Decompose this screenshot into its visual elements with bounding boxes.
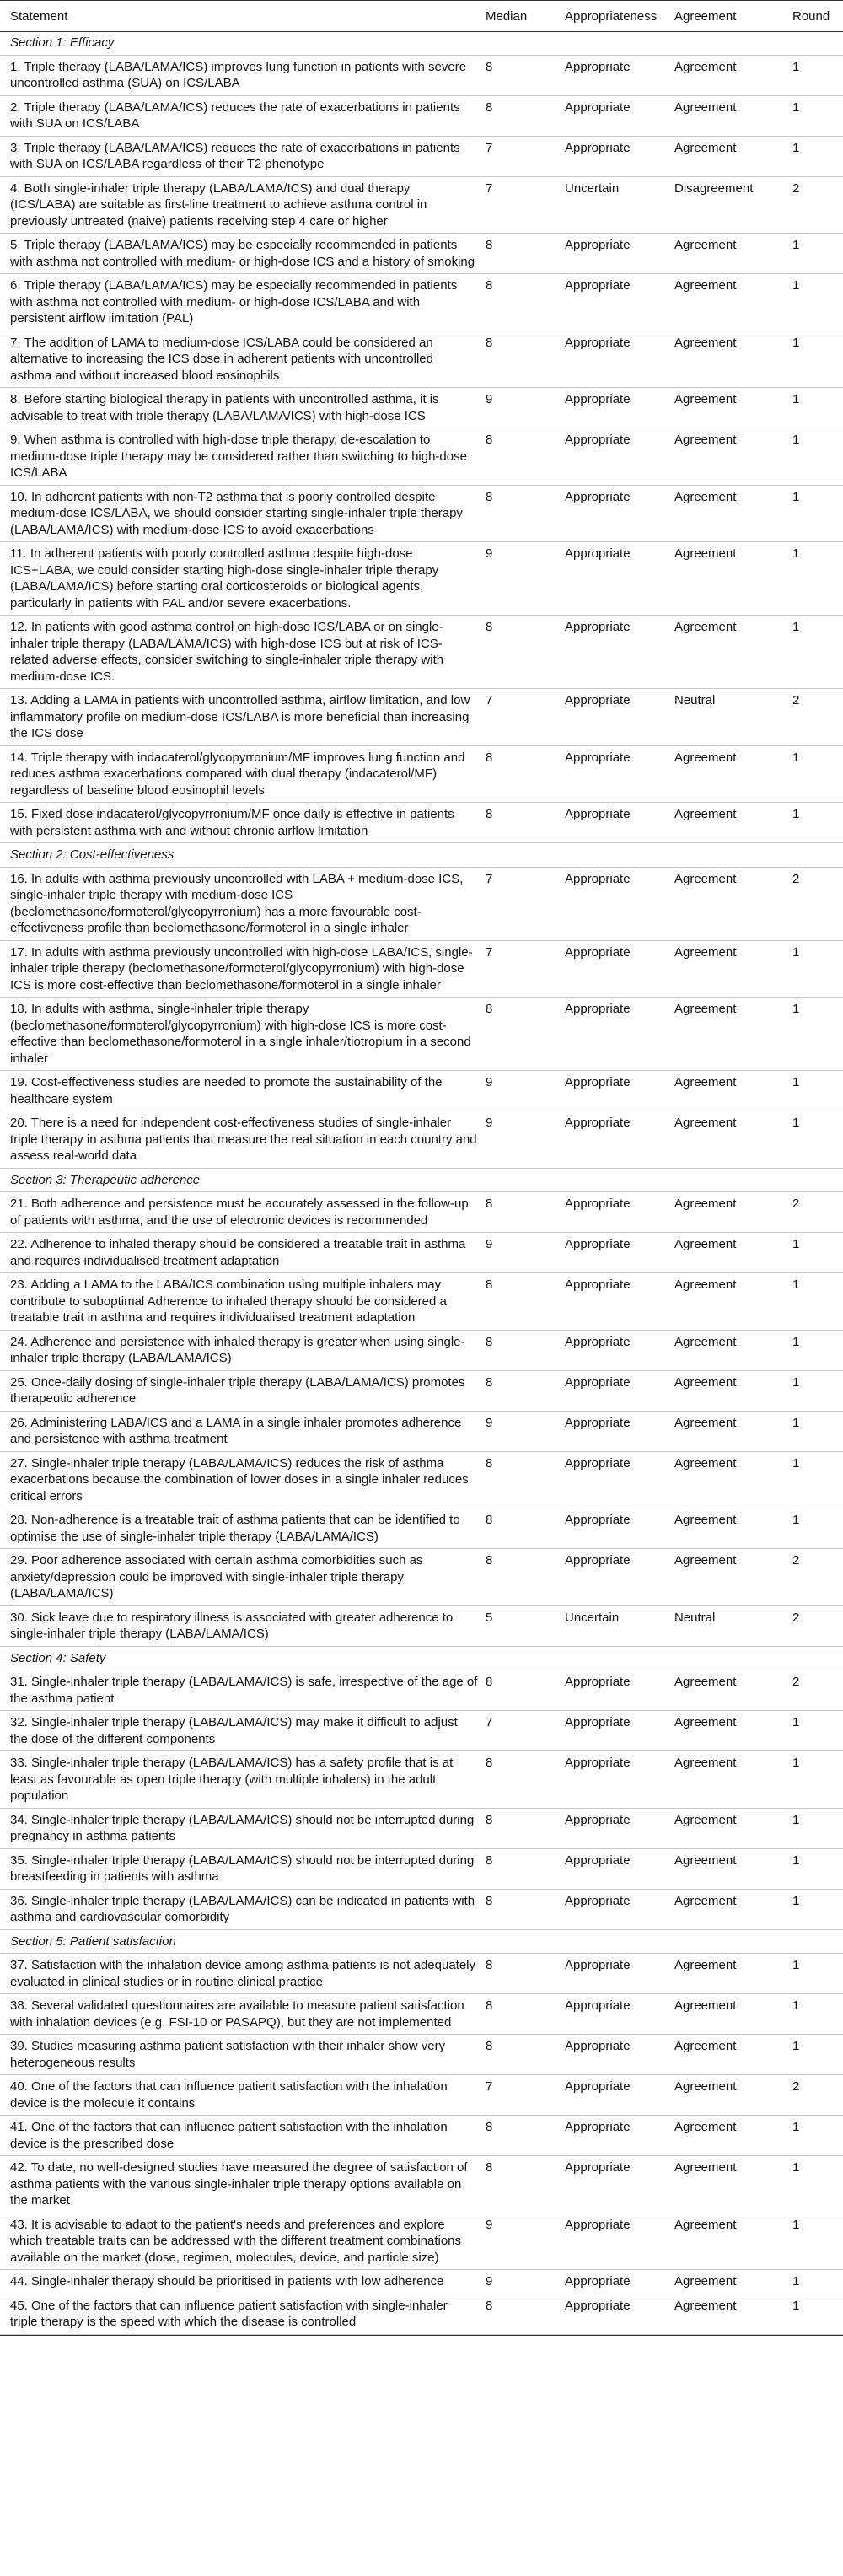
median-cell: 8 — [486, 1553, 493, 1568]
section-heading-row — [0, 843, 843, 868]
appropriateness-cell: Appropriate — [565, 2160, 631, 2175]
table-row — [0, 2213, 843, 2271]
agreement-cell: Agreement — [674, 1513, 737, 1527]
agreement-cell: Agreement — [674, 1958, 737, 1972]
median-cell: 8 — [486, 1374, 493, 1390]
statement-cell: 8. Before starting biological therapy in patients with uncontrolled asthma, it is advisable to treat with triple therapy (LABA/LAMA/ICS) with high-dose ICS — [10, 392, 439, 423]
agreement-cell: Agreement — [674, 1237, 737, 1251]
statement-cell: 14. Triple therapy with indacaterol/glycopyrronium/MF improves lung function and reduces asthma exacerbations compared with dual therapy (indacaterol/MF) regardless of baseline blood eosinophil levels — [10, 750, 465, 798]
median-cell: 7 — [486, 944, 493, 960]
agreement-cell: Agreement — [674, 2298, 737, 2313]
table-row — [0, 274, 843, 331]
agreement-cell: Agreement — [674, 278, 737, 293]
statement-cell: 32. Single-inhaler triple therapy (LABA/LAMA/ICS) may make it difficult to adjust the dose of the different components — [10, 1715, 458, 1746]
appropriateness-cell: Appropriate — [565, 1756, 631, 1770]
statement-cell: 39. Studies measuring asthma patient satisfaction with their inhaler show very heterogeneous results — [10, 2039, 446, 2070]
median-cell: 8 — [486, 1756, 493, 1770]
table-bottom-rule — [0, 2335, 843, 2336]
statement-cell: 37. Satisfaction with the inhalation device among asthma patients is not adequately evaluated in clinical studies or in routine clinical practice — [10, 1958, 476, 1989]
header-appropriateness: Appropriateness — [565, 9, 658, 24]
statement-cell: 4. Both single-inhaler triple therapy (LABA/LAMA/ICS) and dual therapy (ICS/LABA) are suitable as first-line treatment to achieve asthma control in previously untreated (naive) patients receiving step 4 care or higher — [10, 180, 427, 229]
round-cell: 1 — [792, 140, 800, 155]
appropriateness-cell: Appropriate — [565, 1675, 631, 1689]
agreement-cell: Agreement — [674, 2160, 737, 2175]
median-cell: 8 — [486, 620, 493, 634]
appropriateness-cell: Appropriate — [565, 1002, 631, 1016]
appropriateness-cell: Uncertain — [565, 180, 620, 196]
agreement-cell: Agreement — [674, 1415, 737, 1430]
appropriateness-cell: Appropriate — [565, 433, 631, 447]
median-cell: 9 — [486, 392, 493, 406]
round-cell: 2 — [792, 180, 800, 196]
statement-cell: 6. Triple therapy (LABA/LAMA/ICS) may be especially recommended in patients with asthma not controlled with medium- or high-dose ICS/LABA and with persistent airflow limitation (PAL) — [10, 278, 458, 325]
median-cell: 9 — [486, 2217, 493, 2232]
statement-cell: 10. In adherent patients with non-T2 asthma that is poorly controlled despite medium-dose ICS/LABA, we should consider starting single-inhaler triple therapy (LABA/LAMA/ICS) with medium-dose ICS to avoid exacerbations — [10, 489, 463, 537]
agreement-cell: Agreement — [674, 1002, 737, 1016]
median-cell: 8 — [486, 489, 493, 504]
median-cell: 7 — [486, 871, 493, 886]
statement-cell: 1. Triple therapy (LABA/LAMA/ICS) improves lung function in patients with severe uncontrolled asthma (SUA) on ICS/LABA — [10, 59, 467, 90]
statement-cell: 15. Fixed dose indacaterol/glycopyrronium/MF once daily is effective in patients with persistent asthma with and without chronic airflow limitation — [10, 807, 454, 838]
median-cell: 9 — [486, 1237, 493, 1251]
round-cell: 1 — [792, 546, 800, 561]
agreement-cell: Agreement — [674, 1853, 737, 1868]
round-cell: 1 — [792, 2217, 800, 2232]
median-cell: 9 — [486, 546, 493, 561]
round-cell: 1 — [792, 238, 800, 252]
table-row — [0, 1809, 843, 1849]
appropriateness-cell: Appropriate — [565, 1075, 631, 1089]
statement-cell: 11. In adherent patients with poorly controlled asthma despite high-dose ICS+LABA, we could consider starting high-dose single-inhaler triple therapy (LABA/LAMA/ICS) before starting oral corticosteroids or biological agents, particularly in patients with PAL and/or severe exacerbations. — [10, 546, 439, 610]
round-cell: 1 — [792, 1415, 800, 1430]
appropriateness-cell: Appropriate — [565, 1893, 631, 1908]
round-cell: 1 — [792, 1334, 800, 1349]
median-cell: 8 — [486, 1853, 493, 1868]
table-row — [0, 2294, 843, 2335]
median-cell: 8 — [486, 2160, 493, 2175]
statement-cell: 28. Non-adherence is a treatable trait of asthma patients that can be identified to optimise the use of single-inhaler triple therapy (LABA/LAMA/ICS) — [10, 1513, 460, 1544]
median-cell: 8 — [486, 1455, 493, 1471]
table-row — [0, 2116, 843, 2156]
round-cell: 1 — [792, 2274, 800, 2288]
agreement-cell: Agreement — [674, 1075, 737, 1089]
median-cell: 8 — [486, 1002, 493, 1016]
agreement-cell: Agreement — [674, 1553, 737, 1568]
round-cell: 1 — [792, 1237, 800, 1251]
agreement-cell: Agreement — [674, 238, 737, 252]
appropriateness-cell: Appropriate — [565, 1455, 631, 1471]
median-cell: 8 — [486, 1675, 493, 1689]
appropriateness-cell: Appropriate — [565, 693, 631, 707]
statement-cell: 36. Single-inhaler triple therapy (LABA/LAMA/ICS) can be indicated in patients with asthma and cardiovascular comorbidity — [10, 1893, 475, 1924]
median-cell: 8 — [486, 1277, 493, 1292]
median-cell: 8 — [486, 335, 493, 350]
median-cell: 7 — [486, 2079, 493, 2094]
table-row — [0, 1192, 843, 1233]
agreement-cell: Agreement — [674, 140, 737, 155]
statement-cell: 19. Cost-effectiveness studies are needed to promote the sustainability of the healthcare system — [10, 1075, 443, 1106]
agreement-cell: Agreement — [674, 392, 737, 406]
table-row — [0, 177, 843, 234]
section-heading-row — [0, 31, 843, 56]
section-title: Section 5: Patient satisfaction — [10, 1933, 176, 1949]
header-median: Median — [486, 9, 528, 24]
table-row — [0, 1111, 843, 1169]
agreement-cell: Neutral — [674, 1610, 716, 1625]
table-row — [0, 96, 843, 137]
agreement-cell: Agreement — [674, 99, 737, 115]
round-cell: 1 — [792, 1812, 800, 1827]
appropriateness-cell: Appropriate — [565, 871, 631, 886]
statement-cell: 41. One of the factors that can influence patient satisfaction with the inhalation device is the prescribed dose — [10, 2120, 448, 2151]
table-row — [0, 1711, 843, 1751]
table-row — [0, 234, 843, 274]
table-row — [0, 56, 843, 96]
appropriateness-cell: Appropriate — [565, 335, 631, 350]
agreement-cell: Agreement — [674, 871, 737, 886]
round-cell: 1 — [792, 1075, 800, 1089]
statement-cell: 7. The addition of LAMA to medium-dose ICS/LABA could be considered an alternative to increasing the ICS dose in adherent patients with uncontrolled asthma and without increased blood eosinophils — [10, 335, 433, 383]
agreement-cell: Agreement — [674, 1893, 737, 1908]
table-row — [0, 1273, 843, 1331]
appropriateness-cell: Appropriate — [565, 1197, 631, 1211]
table-header — [0, 0, 843, 32]
agreement-cell: Agreement — [674, 1334, 737, 1349]
median-cell: 8 — [486, 2039, 493, 2053]
round-cell: 1 — [792, 59, 800, 74]
statement-cell: 18. In adults with asthma, single-inhaler triple therapy (beclomethasone/formoterol/glycopyrronium) with high-dose ICS is more cost-effective than beclomethasone/formoterol in a single inhaler/tiotropium in a second inhaler — [10, 1002, 471, 1066]
statement-cell: 16. In adults with asthma previously uncontrolled with LABA + medium-dose ICS, single-inhaler triple therapy with medium-dose ICS (beclomethasone/formoterol/glycopyrronium) has a more favourable cost-effectiveness profile than beclomethasone/formoterol in a single inhaler — [10, 871, 464, 935]
header-round: Round — [792, 9, 830, 24]
round-cell: 1 — [792, 392, 800, 406]
table-row — [0, 1233, 843, 1273]
round-cell: 1 — [792, 807, 800, 821]
table-row — [0, 331, 843, 389]
median-cell: 7 — [486, 693, 493, 707]
round-cell: 1 — [792, 2298, 800, 2313]
appropriateness-cell: Appropriate — [565, 99, 631, 115]
median-cell: 8 — [486, 1998, 493, 2013]
appropriateness-cell: Appropriate — [565, 1998, 631, 2013]
round-cell: 1 — [792, 489, 800, 504]
round-cell: 1 — [792, 433, 800, 447]
appropriateness-cell: Appropriate — [565, 1853, 631, 1868]
header-agreement: Agreement — [674, 9, 737, 24]
statement-cell: 17. In adults with asthma previously uncontrolled with high-dose LABA/ICS, single-inhaler triple therapy (beclomethasone/formoterol/glycopyrronium) with high-dose ICS is more cost-effective than beclomethasone/formoterol in a single inhaler — [10, 944, 473, 992]
median-cell: 9 — [486, 1075, 493, 1089]
appropriateness-cell: Appropriate — [565, 546, 631, 561]
agreement-cell: Agreement — [674, 2274, 737, 2288]
table-row — [0, 1606, 843, 1647]
statement-cell: 42. To date, no well-designed studies have measured the degree of satisfaction of asthma patients with the various single-inhaler triple therapy options available on the market — [10, 2160, 468, 2208]
section-title: Section 4: Safety — [10, 1650, 106, 1665]
median-cell: 8 — [486, 1513, 493, 1527]
statement-cell: 25. Once-daily dosing of single-inhaler triple therapy (LABA/LAMA/ICS) promotes therapeutic adherence — [10, 1374, 465, 1406]
agreement-cell: Agreement — [674, 1116, 737, 1130]
round-cell: 1 — [792, 1513, 800, 1527]
statement-cell: 38. Several validated questionnaires are available to measure patient satisfaction with inhalation devices (e.g. FSI-10 or PASAPQ), but they are not implemented — [10, 1998, 464, 2030]
statement-cell: 3. Triple therapy (LABA/LAMA/ICS) reduces the rate of exacerbations in patients with SUA on ICS/LABA regardless of their T2 phenotype — [10, 140, 460, 171]
table-row — [0, 1994, 843, 2035]
round-cell: 1 — [792, 1374, 800, 1390]
table-row — [0, 388, 843, 428]
agreement-cell: Agreement — [674, 807, 737, 821]
appropriateness-cell: Appropriate — [565, 2039, 631, 2053]
median-cell: 8 — [486, 1812, 493, 1827]
median-cell: 9 — [486, 1116, 493, 1130]
agreement-cell: Agreement — [674, 1812, 737, 1827]
appropriateness-cell: Appropriate — [565, 620, 631, 634]
appropriateness-cell: Appropriate — [565, 1553, 631, 1568]
round-cell: 1 — [792, 278, 800, 293]
statement-cell: 33. Single-inhaler triple therapy (LABA/LAMA/ICS) has a safety profile that is at least as favourable as open triple therapy (with multiple inhalers) in the adult population — [10, 1756, 454, 1803]
round-cell: 2 — [792, 693, 800, 707]
table-row — [0, 2035, 843, 2075]
table-row — [0, 803, 843, 843]
appropriateness-cell: Appropriate — [565, 1958, 631, 1972]
median-cell: 8 — [486, 1334, 493, 1349]
table-row — [0, 1331, 843, 1371]
round-cell: 2 — [792, 1675, 800, 1689]
appropriateness-cell: Appropriate — [565, 944, 631, 960]
table-row — [0, 1670, 843, 1711]
appropriateness-cell: Appropriate — [565, 278, 631, 293]
statement-cell: 5. Triple therapy (LABA/LAMA/ICS) may be especially recommended in patients with asthma not controlled with medium- or high-dose ICS and a history of smoking — [10, 238, 475, 269]
median-cell: 8 — [486, 238, 493, 252]
median-cell: 9 — [486, 2274, 493, 2288]
appropriateness-cell: Appropriate — [565, 2120, 631, 2134]
statement-cell: 26. Administering LABA/ICS and a LAMA in a single inhaler promotes adherence and persistence with asthma treatment — [10, 1415, 462, 1446]
agreement-cell: Agreement — [674, 1998, 737, 2013]
median-cell: 8 — [486, 1893, 493, 1908]
agreement-cell: Agreement — [674, 2120, 737, 2134]
agreement-cell: Agreement — [674, 1277, 737, 1292]
round-cell: 2 — [792, 871, 800, 886]
table-row — [0, 1890, 843, 1930]
round-cell: 2 — [792, 1197, 800, 1211]
table-row — [0, 1751, 843, 1809]
appropriateness-cell: Appropriate — [565, 2217, 631, 2232]
agreement-cell: Agreement — [674, 1455, 737, 1471]
median-cell: 9 — [486, 1415, 493, 1430]
agreement-cell: Agreement — [674, 59, 737, 74]
table-row — [0, 689, 843, 746]
table-row — [0, 1508, 843, 1549]
statement-cell: 21. Both adherence and persistence must be accurately assessed in the follow-up of patients with asthma, and the use of electronic devices is recommended — [10, 1197, 469, 1228]
round-cell: 2 — [792, 1610, 800, 1625]
section-heading-row — [0, 1647, 843, 1671]
median-cell: 8 — [486, 278, 493, 293]
agreement-cell: Agreement — [674, 2079, 737, 2094]
table-row — [0, 1849, 843, 1890]
table-row — [0, 2270, 843, 2294]
round-cell: 1 — [792, 1958, 800, 1972]
median-cell: 7 — [486, 1715, 493, 1729]
statement-cell: 12. In patients with good asthma control on high-dose ICS/LABA or on single-inhaler triple therapy (LABA/LAMA/ICS) with high-dose ICS but at risk of ICS-related adverse effects, consider switching to single-inhaler triple therapy with medium-dose ICS. — [10, 620, 444, 684]
statement-cell: 31. Single-inhaler triple therapy (LABA/LAMA/ICS) is safe, irrespective of the age of the asthma patient — [10, 1675, 478, 1706]
statement-cell: 22. Adherence to inhaled therapy should be considered a treatable trait in asthma and requires individualised treatment adaptation — [10, 1237, 466, 1268]
median-cell: 7 — [486, 140, 493, 155]
median-cell: 8 — [486, 433, 493, 447]
section-title: Section 3: Therapeutic adherence — [10, 1172, 201, 1187]
section-title: Section 2: Cost-effectiveness — [10, 847, 175, 862]
round-cell: 1 — [792, 2039, 800, 2053]
agreement-cell: Agreement — [674, 433, 737, 447]
median-cell: 8 — [486, 1958, 493, 1972]
median-cell: 8 — [486, 1197, 493, 1211]
appropriateness-cell: Appropriate — [565, 750, 631, 765]
agreement-cell: Agreement — [674, 1756, 737, 1770]
appropriateness-cell: Appropriate — [565, 1116, 631, 1130]
table-row — [0, 1371, 843, 1412]
round-cell: 1 — [792, 2120, 800, 2134]
statement-cell: 40. One of the factors that can influence patient satisfaction with the inhalation device is the molecule it contains — [10, 2079, 448, 2111]
round-cell: 2 — [792, 1553, 800, 1568]
agreement-cell: Agreement — [674, 1197, 737, 1211]
agreement-cell: Agreement — [674, 489, 737, 504]
table-row — [0, 616, 843, 689]
median-cell: 8 — [486, 2298, 493, 2313]
section-heading-row — [0, 1930, 843, 1955]
table-row — [0, 941, 843, 998]
statement-cell: 27. Single-inhaler triple therapy (LABA/LAMA/ICS) reduces the risk of asthma exacerbations because the combination of lower doses in a single inhaler reduces critical errors — [10, 1455, 469, 1503]
table-row — [0, 137, 843, 177]
round-cell: 1 — [792, 1116, 800, 1130]
round-cell: 1 — [792, 1893, 800, 1908]
agreement-cell: Agreement — [674, 2039, 737, 2053]
appropriateness-cell: Appropriate — [565, 1237, 631, 1251]
agreement-cell: Agreement — [674, 1374, 737, 1390]
agreement-cell: Agreement — [674, 620, 737, 634]
table-row — [0, 998, 843, 1071]
appropriateness-cell: Appropriate — [565, 2298, 631, 2313]
agreement-cell: Agreement — [674, 2217, 737, 2232]
table-row — [0, 2156, 843, 2213]
statement-cell: 44. Single-inhaler therapy should be prioritised in patients with low adherence — [10, 2274, 444, 2288]
appropriateness-cell: Appropriate — [565, 489, 631, 504]
statement-cell: 29. Poor adherence associated with certain asthma comorbidities such as anxiety/depression could be improved with single-inhaler triple therapy (LABA/LAMA/ICS) — [10, 1553, 423, 1600]
median-cell: 8 — [486, 2120, 493, 2134]
table-row — [0, 868, 843, 941]
table-row — [0, 486, 843, 543]
appropriateness-cell: Appropriate — [565, 1715, 631, 1729]
table-row — [0, 1954, 843, 1994]
appropriateness-cell: Uncertain — [565, 1610, 620, 1625]
appropriateness-cell: Appropriate — [565, 2274, 631, 2288]
statement-cell: 45. One of the factors that can influence patient satisfaction with single-inhaler triple therapy is the speed with which the disease is controlled — [10, 2298, 448, 2329]
median-cell: 7 — [486, 180, 493, 196]
statement-cell: 20. There is a need for independent cost-effectiveness studies of single-inhaler triple therapy in asthma patients that measure the real situation in each country and assess real-world data — [10, 1116, 477, 1163]
round-cell: 1 — [792, 1756, 800, 1770]
round-cell: 2 — [792, 2079, 800, 2094]
appropriateness-cell: Appropriate — [565, 807, 631, 821]
table-row — [0, 1452, 843, 1509]
table-row — [0, 746, 843, 804]
round-cell: 1 — [792, 944, 800, 960]
median-cell: 8 — [486, 59, 493, 74]
round-cell: 1 — [792, 1277, 800, 1292]
table-row — [0, 1549, 843, 1606]
median-cell: 8 — [486, 807, 493, 821]
appropriateness-cell: Appropriate — [565, 1415, 631, 1430]
statement-cell: 2. Triple therapy (LABA/LAMA/ICS) reduces the rate of exacerbations in patients with SUA on ICS/LABA — [10, 99, 460, 131]
round-cell: 1 — [792, 1455, 800, 1471]
table-row — [0, 1412, 843, 1452]
table-row — [0, 542, 843, 616]
statement-cell: 24. Adherence and persistence with inhaled therapy is greater when using single-inhaler triple therapy (LABA/LAMA/ICS) — [10, 1334, 465, 1365]
statement-cell: 30. Sick leave due to respiratory illness is associated with greater adherence to single-inhaler triple therapy (LABA/LAMA/ICS) — [10, 1610, 454, 1641]
table-row — [0, 428, 843, 486]
round-cell: 1 — [792, 335, 800, 350]
appropriateness-cell: Appropriate — [565, 1513, 631, 1527]
statement-cell: 9. When asthma is controlled with high-dose triple therapy, de-escalation to medium-dose triple therapy may be considered rather than switching to high-dose ICS/LABA — [10, 433, 467, 480]
statement-cell: 43. It is advisable to adapt to the patient's needs and preferences and explore which treatable traits can be addressed with the different treatment combinations available on the market (dose, regimen, molecules, device, and particle size) — [10, 2217, 462, 2265]
agreement-cell: Agreement — [674, 335, 737, 350]
table-row — [0, 2075, 843, 2116]
appropriateness-cell: Appropriate — [565, 1374, 631, 1390]
appropriateness-cell: Appropriate — [565, 1334, 631, 1349]
agreement-cell: Agreement — [674, 944, 737, 960]
header-statement: Statement — [10, 9, 68, 24]
appropriateness-cell: Appropriate — [565, 1812, 631, 1827]
round-cell: 1 — [792, 1853, 800, 1868]
round-cell: 1 — [792, 750, 800, 765]
median-cell: 5 — [486, 1610, 493, 1625]
appropriateness-cell: Appropriate — [565, 140, 631, 155]
agreement-cell: Agreement — [674, 1715, 737, 1729]
appropriateness-cell: Appropriate — [565, 1277, 631, 1292]
section-title: Section 1: Efficacy — [10, 35, 115, 50]
appropriateness-cell: Appropriate — [565, 2079, 631, 2094]
agreement-cell: Disagreement — [674, 180, 754, 196]
section-heading-row — [0, 1169, 843, 1193]
agreement-cell: Agreement — [674, 750, 737, 765]
round-cell: 1 — [792, 1998, 800, 2013]
round-cell: 1 — [792, 620, 800, 634]
round-cell: 1 — [792, 99, 800, 115]
agreement-cell: Agreement — [674, 1675, 737, 1689]
round-cell: 1 — [792, 1002, 800, 1016]
statement-cell: 13. Adding a LAMA in patients with uncontrolled asthma, airflow limitation, and low inflammatory profile on medium-dose ICS/LABA is more beneficial than increasing the ICS dose — [10, 693, 470, 740]
agreement-cell: Neutral — [674, 693, 716, 707]
appropriateness-cell: Appropriate — [565, 392, 631, 406]
median-cell: 8 — [486, 750, 493, 765]
table-row — [0, 1071, 843, 1111]
round-cell: 1 — [792, 1715, 800, 1729]
appropriateness-cell: Appropriate — [565, 238, 631, 252]
statement-cell: 35. Single-inhaler triple therapy (LABA/LAMA/ICS) should not be interrupted during breastfeeding in patients with asthma — [10, 1853, 475, 1884]
median-cell: 8 — [486, 99, 493, 115]
statement-cell: 34. Single-inhaler triple therapy (LABA/LAMA/ICS) should not be interrupted during pregnancy in asthma patients — [10, 1812, 475, 1843]
agreement-cell: Agreement — [674, 546, 737, 561]
statement-cell: 23. Adding a LAMA to the LABA/ICS combination using multiple inhalers may contribute to suboptimal Adherence to inhaled therapy should be considered a treatable trait in asthma and requires individualised treatment adaptation — [10, 1277, 447, 1325]
round-cell: 1 — [792, 2160, 800, 2175]
appropriateness-cell: Appropriate — [565, 59, 631, 74]
